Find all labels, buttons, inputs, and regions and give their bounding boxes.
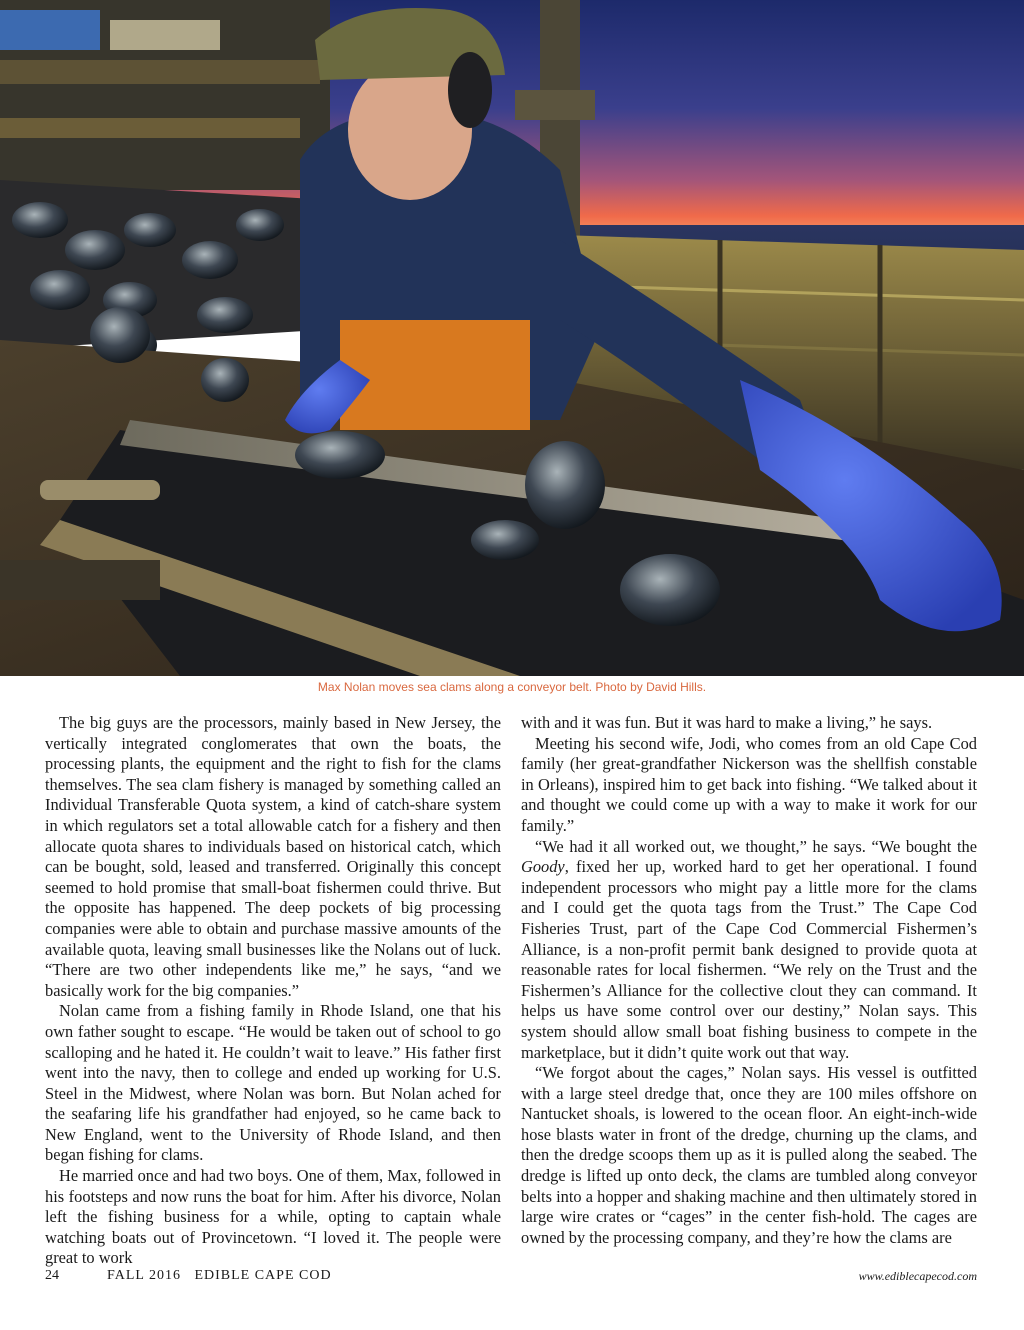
paragraph: “We forgot about the cages,” Nolan says. His vessel is outfitted with a large steel dredge that, once they are 100 miles offshore on Nantucket shoals, is lowered to the ocean floor. An eight-inch-wide hose blasts water in front of the dredge, churning up the clams, and then the dredge scoops them up as it is pulled along the seabed. The dredge is lifted up onto deck, the clams are tumbled along conveyor belts into a hopper and shaking machine and then ultimately stored in large wire crates or “cages” in the center fish-hold. The cages are owned by the processing company, and they’re how the clams are: [521, 1063, 977, 1247]
page-number: 24: [45, 1268, 59, 1283]
paragraph: Nolan came from a fishing family in Rhode Island, one that his own father sought to escape. “He would be taken out of school to go scalloping and he hated it. He couldn’t wait to leave.” His father first went into the navy, then to college and ended up working for U.S. Steel in the Midwest, where Nolan was born. But Nolan ached for the seafaring life his grandfather had enjoyed, so he came back to New England, went to the University of Rhode Island, and then began fishing for clams.: [45, 1001, 501, 1165]
article-column-left: [45, 713, 501, 1269]
paragraph-text: “We had it all worked out, we thought,” he says. “We bought the: [535, 836, 977, 856]
issue-label: FALL 2016 EDIBLE CAPE COD: [107, 1268, 332, 1283]
article-column-right: [521, 713, 977, 1248]
website-url[interactable]: www.ediblecapecod.com: [858, 1269, 977, 1283]
paragraph: The big guys are the processors, mainly based in New Jersey, the vertically integrated conglomerates that own the boats, the processing plants, the equipment and the right to fish for the clams themselves. The sea clam fishery is managed by something called an Individual Transferable Quota system, a kind of catch-share system in which regulators set a total allowable catch for a fishery and then allocate quota shares to individuals based on historical catch, which can be bought, sold, leased and transferred. Originally this concept seemed to hold promise that small-boat fishermen could thrive. But the opposite has happened. The deep pockets of big processing companies were able to obtain and purchase massive amounts of the available quota, leaving small businesses like the Nolans out of luck. “There are two other independents like me,” he says, “and we basically work for the big companies.”: [45, 713, 501, 1000]
paragraph: He married once and had two boys. One of them, Max, followed in his footsteps and now runs the boat for him. After his divorce, Nolan left the fishing business for a while, opting to captain whale watching boats out of Provincetown. “I loved it. The people were great to work: [45, 1166, 501, 1268]
photo-caption: Max Nolan moves sea clams along a conveyor belt. Photo by David Hills.: [317, 680, 707, 694]
paragraph: Meeting his second wife, Jodi, who comes from an old Cape Cod family (her great-grandfather Nickerson was the shellfish constable in Orleans), inspired him to get back into fishing. “We talked about it and thought we could come up with a way to make it work for our family.”: [521, 733, 977, 835]
paragraph: with and it was fun. But it was hard to make a living,” he says.: [521, 713, 933, 732]
paragraph: [521, 837, 977, 1064]
paragraph-text: , fixed her up, worked hard to get her operational. I found independent processors who might pay a little more for the clams and I could get the quota tags from the Trust.” The Cape Cod Fisheries Trust, part of the Cape Cod Commercial Fishermen’s Alliance, is a non-profit permit bank designed to provide quota at reasonable rates for local fishermen. “We rely on the Trust and the Fishermen’s Alliance for the collective clout they can command. It helps us have some control over our destiny,” Nolan says. This system should allow small boat fishing business to compete in the marketplace, but it didn’t quite work out that way.: [521, 857, 977, 1062]
page-footer: [45, 1268, 977, 1288]
boat-name: Goody: [521, 857, 565, 877]
